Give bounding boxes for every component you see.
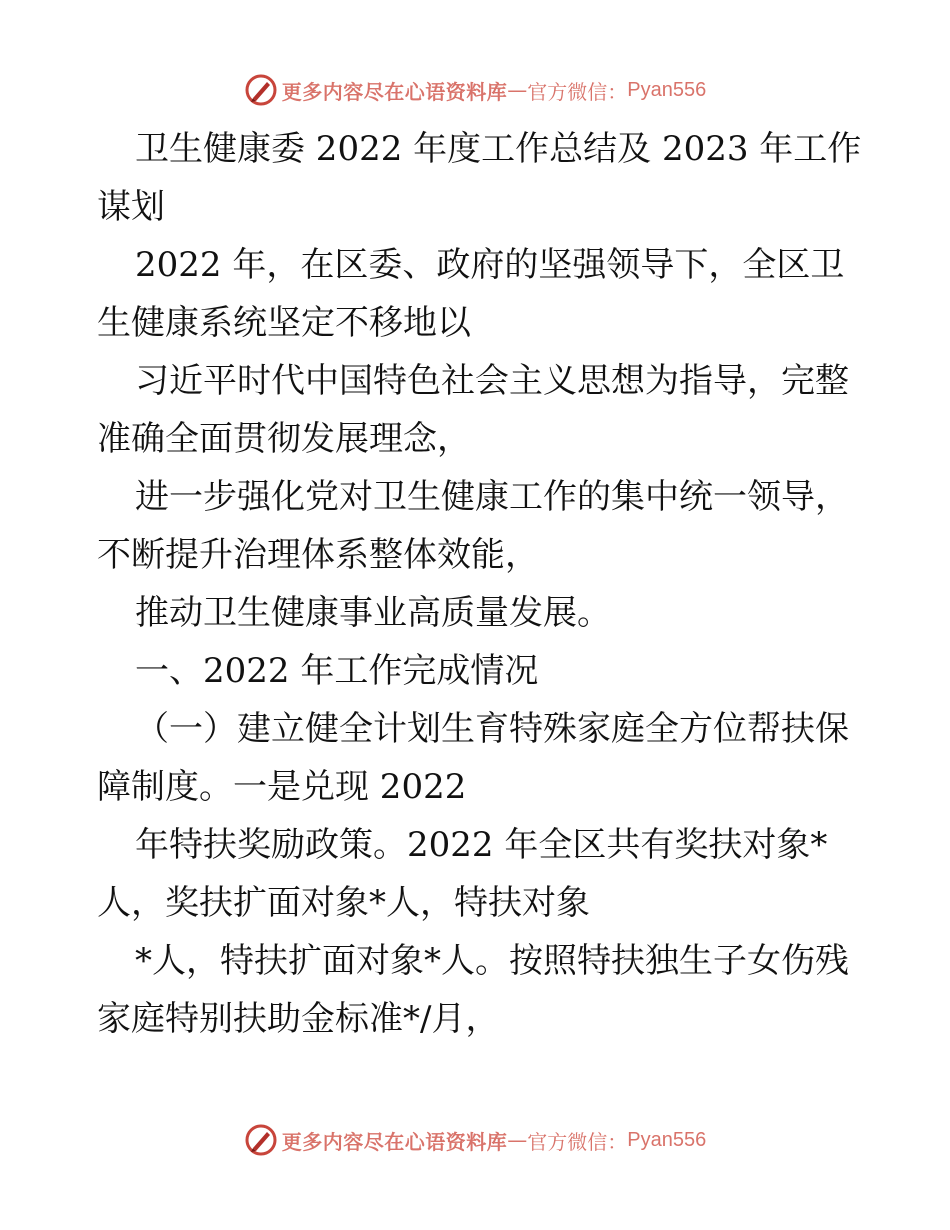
watermark-wechat-label: 官方微信： bbox=[527, 1129, 628, 1154]
paragraph-line: 不断提升治理体系整体效能， bbox=[97, 535, 539, 575]
paragraph-line: 家庭特别扶助金标准*/月， bbox=[97, 999, 500, 1039]
watermark-site: 更多内容尽在心语资料库 bbox=[281, 79, 508, 104]
title-line-2: 谋划 bbox=[97, 187, 165, 227]
section-heading: 一、2022 年工作完成情况 bbox=[135, 651, 539, 691]
watermark-wechat-id: Pyan556 bbox=[627, 78, 707, 101]
paragraph-line: 2022 年，在区委、政府的坚强领导下，全区卫 bbox=[135, 245, 845, 285]
watermark-wechat-label: 官方微信： bbox=[527, 79, 628, 104]
pen-logo-icon bbox=[244, 1123, 278, 1157]
watermark-dash: — bbox=[507, 1128, 528, 1152]
watermark-wechat-id: Pyan556 bbox=[627, 1128, 707, 1151]
paragraph-line: 障制度。一是兑现 2022 bbox=[97, 767, 467, 807]
paragraph-line: 年特扶奖励政策。2022 年全区共有奖扶对象* bbox=[135, 825, 828, 865]
paragraph-line: 进一步强化党对卫生健康工作的集中统一领导， bbox=[135, 477, 849, 517]
paragraph-line: 习近平时代中国特色社会主义思想为指导，完整 bbox=[135, 361, 849, 401]
watermark-footer bbox=[0, 1120, 950, 1160]
paragraph-line: 生健康系统坚定不移地以 bbox=[97, 303, 471, 343]
paragraph-line: *人，特扶扩面对象*人。按照特扶独生子女伤残 bbox=[135, 941, 849, 981]
watermark-dash: — bbox=[507, 78, 528, 102]
pen-logo-icon bbox=[244, 73, 278, 107]
document-body bbox=[97, 120, 862, 1048]
subsection-heading: （一）建立健全计划生育特殊家庭全方位帮扶保 bbox=[135, 709, 849, 749]
paragraph-line: 准确全面贯彻发展理念， bbox=[97, 419, 471, 459]
watermark-site: 更多内容尽在心语资料库 bbox=[281, 1129, 508, 1154]
title-line-1: 卫生健康委 2022 年度工作总结及 2023 年工作 bbox=[135, 129, 862, 169]
paragraph-line: 人，奖扶扩面对象*人，特扶对象 bbox=[97, 883, 590, 923]
paragraph-line: 推动卫生健康事业高质量发展。 bbox=[135, 593, 611, 633]
watermark-header bbox=[0, 70, 950, 110]
